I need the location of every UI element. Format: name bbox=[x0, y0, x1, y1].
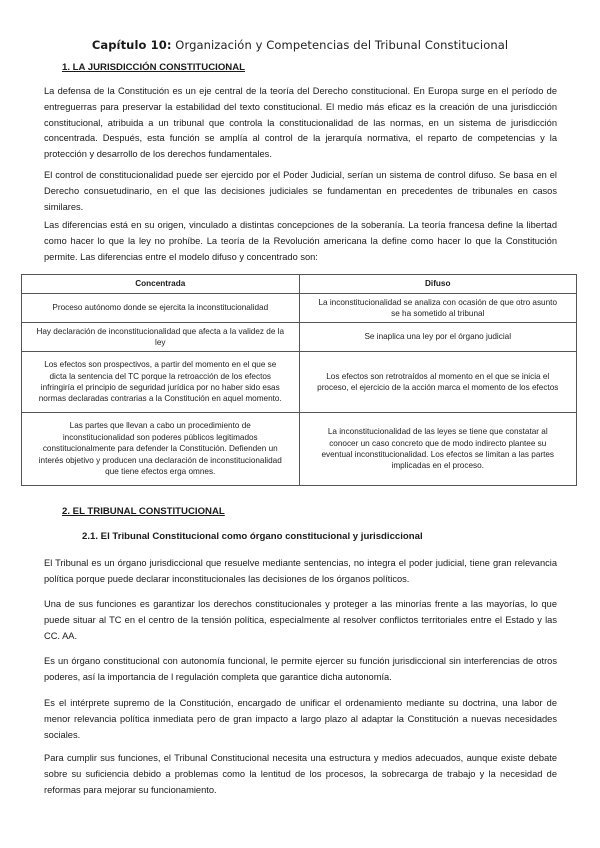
table-row bbox=[22, 413, 577, 486]
section-2-paragraph-2: Una de sus funciones es garantizar los derechos constitucionales y proteger a las minorías frente a las mayorías, lo que puede situar al TC en el centro de la tensión política, especialmente al resolver conflictos territoriales entre el Estado y las CC. AA. bbox=[44, 599, 557, 641]
chapter-title bbox=[0, 38, 600, 52]
table-cell: La inconstitucionalidad de las leyes se tiene que constatar al conocer un caso concreto que de modo indirecto plantee su eventual inconstitucionalidad. Los efectos se limitan a las partes implicadas en el proceso. bbox=[299, 413, 577, 486]
section-2-paragraph-5: Para cumplir sus funciones, el Tribunal Constitucional necesita una estructura y medios adecuados, aunque existe debate sobre su suficiencia debido a problemas como la lentitud de los procesos, la sobrecarga de trabajo y la necesidad de reformas para mejorar su funcionamiento. bbox=[44, 753, 557, 795]
table-header-row bbox=[22, 275, 577, 294]
table-cell: La inconstitucionalidad se analiza con ocasión de que otro asunto se ha sometido al tribunal bbox=[299, 294, 577, 323]
section-1-paragraph-2: El control de constitucionalidad puede ser ejercido por el Poder Judicial, serían un sistema de control difuso. Se basa en el Derecho consuetudinario, en el que las decisiones judiciales se fundamentan en precedentes de tribunales en casos similares. bbox=[44, 170, 557, 212]
table-cell: Los efectos son prospectivos, a partir del momento en el que se dicta la sentencia del TC porque la retroacción de los efectos infringiría el principio de seguridad jurídica por no haber sido esas normas declaradas contrarias a la Constitución en aquel momento. bbox=[22, 352, 300, 413]
table-cell: Hay declaración de inconstitucionalidad que afecta a la validez de la ley bbox=[22, 323, 300, 352]
section-2-paragraph-3: Es un órgano constitucional con autonomía funcional, le permite ejercer su función jurisdiccional sin interferencias de otros poderes, así la importancia de l regulación completa que garantice dicha autonomía. bbox=[44, 656, 557, 682]
section-2-paragraph-1: El Tribunal es un órgano jurisdiccional que resuelve mediante sentencias, no integra el poder judicial, tiene gran relevancia política porque puede declarar inconstitucionales las decisiones de los órganos políticos. bbox=[44, 558, 557, 584]
table-row bbox=[22, 323, 577, 352]
table-cell: Los efectos son retrotraídos al momento en el que se inicia el proceso, el ejercicio de la acción marca el momento de los efectos bbox=[299, 352, 577, 413]
table-row bbox=[22, 352, 577, 413]
section-2-paragraph-4: Es el intérprete supremo de la Constitución, encargado de unificar el ordenamiento mediante su doctrina, una labor de menor relevancia política inmediata pero de gran impacto a largo plazo al adaptar la Constitución a nuevas necesidades sociales. bbox=[44, 698, 557, 740]
section-2-1-subheading: 2.1. El Tribunal Constitucional como órgano constitucional y jurisdiccional bbox=[82, 531, 423, 542]
chapter-name: Organización y Competencias del Tribunal Constitucional bbox=[175, 38, 509, 52]
comparison-table bbox=[21, 274, 577, 486]
section-1-paragraph-1: La defensa de la Constitución es un eje central de la teoría del Derecho constitucional. En Europa surge en el período de entreguerras para preservar la estabilidad del texto constitucional. El medio más eficaz es la creación de una jurisdicción constitucional, atribuida a un tribunal que controla la constitucionalidad de las normas, en un sistema de jurisdicción concentrada. Después, esta función se amplía al control de la jerarquía normativa, el reparto de competencias y la protección y desarrollo de los derechos fundamentales. bbox=[44, 86, 557, 160]
table-cell: Proceso autónomo donde se ejercita la inconstitucionalidad bbox=[22, 294, 300, 323]
chapter-label: Capítulo 10: bbox=[91, 38, 172, 52]
table-row bbox=[22, 294, 577, 323]
header-difuso: Difuso bbox=[299, 275, 577, 294]
table-cell: Se inaplica una ley por el órgano judicial bbox=[299, 323, 577, 352]
header-concentrada: Concentrada bbox=[22, 275, 300, 294]
section-2-heading: 2. EL TRIBUNAL CONSTITUCIONAL bbox=[62, 506, 225, 517]
section-1-heading: 1. LA JURISDICCIÓN CONSTITUCIONAL bbox=[62, 62, 245, 73]
table-cell: Las partes que llevan a cabo un procedimiento de inconstitucionalidad son poderes públicos legitimados constitucionalmente para defender la Constitución. Defienden un interés objetivo y producen una declaración de inconstitucionalidad que tiene efectos erga omnes. bbox=[22, 413, 300, 486]
section-1-paragraph-3: Las diferencias está en su origen, vinculado a distintas concepciones de la soberanía. La teoría francesa define la libertad como hacer lo que la ley no prohíbe. La teoría de la Revolución americana la define como hacer lo que la Constitución permite. Las diferencias entre el modelo difuso y concentrado son: bbox=[44, 220, 557, 262]
